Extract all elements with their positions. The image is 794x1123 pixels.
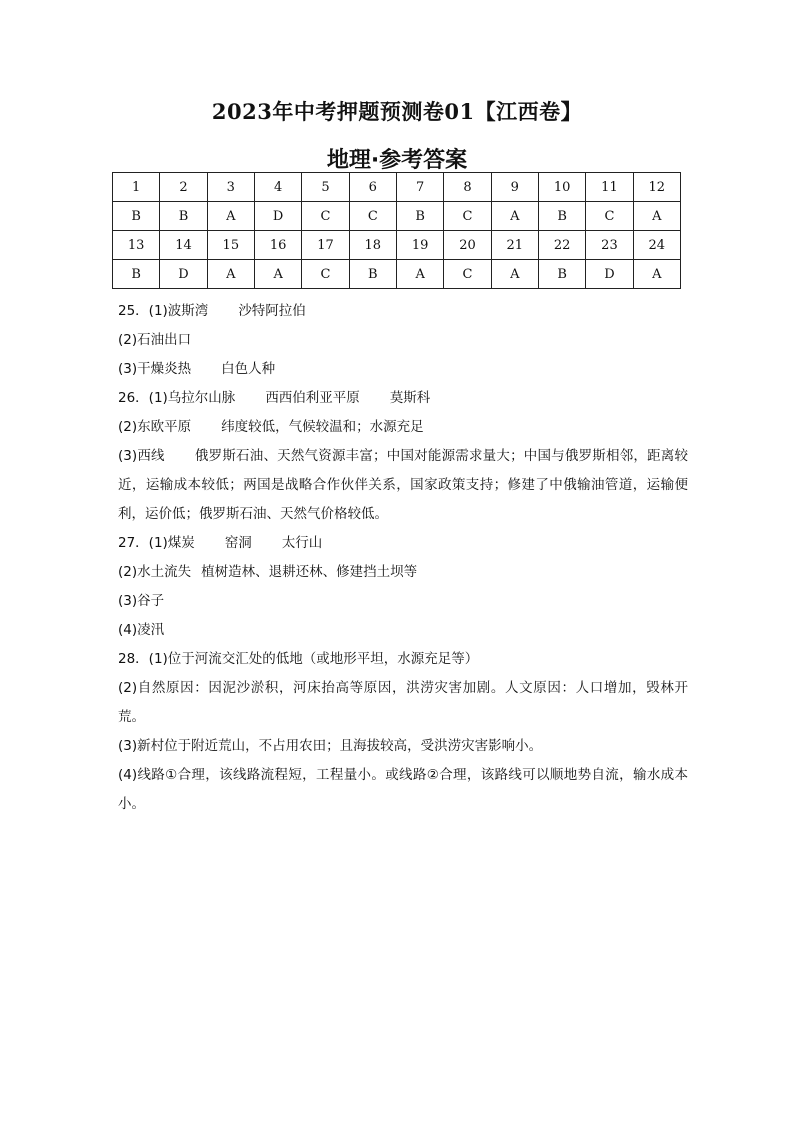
q27-part1-c: 太行山 [281, 535, 323, 551]
q25-part3-b: 白色人种 [221, 361, 276, 377]
question-number-cell: 8 [444, 173, 491, 202]
question-number-cell: 7 [396, 173, 443, 202]
question-number-cell: 21 [491, 231, 538, 260]
question-number-cell: 19 [396, 231, 443, 260]
q26-part3 [118, 442, 688, 529]
question-number-cell: 15 [207, 231, 254, 260]
q26-part2-b: 纬度较低，气候较温和；水源充足 [221, 419, 424, 435]
answer-cell: C [302, 260, 349, 289]
q25-part1-a: 25．(1)波斯湾 [118, 303, 209, 319]
page-title: 2023年中考押题预测卷01【江西卷】 [211, 99, 583, 124]
q27-part2-b: 植树造林、退耕还林、修建挡土坝等 [201, 564, 418, 580]
question-number-cell: 22 [538, 231, 585, 260]
answer-cell: A [633, 202, 680, 231]
answer-cell: A [207, 260, 254, 289]
answer-cell: D [160, 260, 207, 289]
q26-part2 [118, 413, 688, 442]
q27-part3: (3)谷子 [118, 593, 165, 609]
q26-part1 [118, 384, 688, 413]
q28-part4: (4)线路①合理，该线路流程短，工程量小。或线路②合理，该路线可以顺地势自流，输水成本小。 [118, 767, 688, 812]
answer-cell: A [396, 260, 443, 289]
answer-cell: A [491, 202, 538, 231]
answer-row [113, 260, 681, 289]
answer-cell: A [633, 260, 680, 289]
question-number-cell: 1 [113, 173, 160, 202]
answer-cell: B [113, 202, 160, 231]
q26-part1-c: 莫斯科 [389, 390, 431, 406]
question-number-row [113, 173, 681, 202]
q25-part1-b: 沙特阿拉伯 [238, 303, 306, 319]
answer-row [113, 202, 681, 231]
q27-part1 [118, 529, 688, 558]
q27-part2-a: (2)水土流失 [118, 564, 192, 580]
question-number-cell: 4 [254, 173, 301, 202]
answer-cell: B [538, 260, 585, 289]
question-number-cell: 16 [254, 231, 301, 260]
question-number-cell: 2 [160, 173, 207, 202]
q26-part3-b: 俄罗斯石油、天然气资源丰富；中国对能源需求量大；中国与俄罗斯相邻，距离较近，运输成本较低；两国是战略合作伙伴关系，国家政策支持；修建了中俄输油管道，运输便利，运价低；俄罗斯石油、天然气价格较低。 [118, 448, 689, 522]
question-number-cell: 24 [633, 231, 680, 260]
answer-cell: B [160, 202, 207, 231]
answer-cell: C [444, 260, 491, 289]
question-number-cell: 6 [349, 173, 396, 202]
q26-part3-a: (3)西线 [118, 448, 165, 464]
answer-cell: A [254, 260, 301, 289]
question-number-cell: 20 [444, 231, 491, 260]
question-number-cell: 13 [113, 231, 160, 260]
q27-part1-b: 窑洞 [224, 535, 252, 551]
q28-part2: (2)自然原因：因泥沙淤积，河床抬高等原因，洪涝灾害加剧。人文原因：人口增加，毁林开荒。 [118, 680, 688, 725]
q27-part1-a: 27．(1)煤炭 [118, 535, 195, 551]
q26-part1-b: 西西伯利亚平原 [265, 390, 360, 406]
answer-cell: C [349, 202, 396, 231]
q25-part1 [118, 297, 688, 326]
answer-cell: C [586, 202, 633, 231]
question-number-cell: 14 [160, 231, 207, 260]
answer-cell: C [444, 202, 491, 231]
answer-cell: B [113, 260, 160, 289]
question-number-cell: 9 [491, 173, 538, 202]
question-number-row [113, 231, 681, 260]
answer-cell: D [254, 202, 301, 231]
question-number-cell: 5 [302, 173, 349, 202]
question-number-cell: 10 [538, 173, 585, 202]
question-number-cell: 18 [349, 231, 396, 260]
answer-cell: C [302, 202, 349, 231]
page-subtitle: 地理·参考答案 [326, 148, 468, 173]
question-number-cell: 11 [586, 173, 633, 202]
q27-part2 [118, 558, 688, 587]
answer-cell: B [396, 202, 443, 231]
question-number-cell: 17 [302, 231, 349, 260]
answer-cell: A [491, 260, 538, 289]
answer-cell: B [349, 260, 396, 289]
question-number-cell: 23 [586, 231, 633, 260]
q25-part3-a: (3)干燥炎热 [118, 361, 192, 377]
q26-part1-a: 26．(1)乌拉尔山脉 [118, 390, 236, 406]
answer-cell: B [538, 202, 585, 231]
q28-part3: (3)新村位于附近荒山，不占用农田；且海拔较高，受洪涝灾害影响小。 [118, 738, 543, 754]
answer-table [112, 172, 681, 289]
q26-part2-a: (2)东欧平原 [118, 419, 192, 435]
question-number-cell: 3 [207, 173, 254, 202]
answer-body [118, 297, 688, 819]
answer-cell: A [207, 202, 254, 231]
q25-part2: (2)石油出口 [118, 332, 192, 348]
q28-part1: 28．(1)位于河流交汇处的低地（或地形平坦，水源充足等） [118, 651, 479, 667]
answer-cell: D [586, 260, 633, 289]
q25-part3 [118, 355, 688, 384]
question-number-cell: 12 [633, 173, 680, 202]
q27-part4: (4)凌汛 [118, 622, 165, 638]
